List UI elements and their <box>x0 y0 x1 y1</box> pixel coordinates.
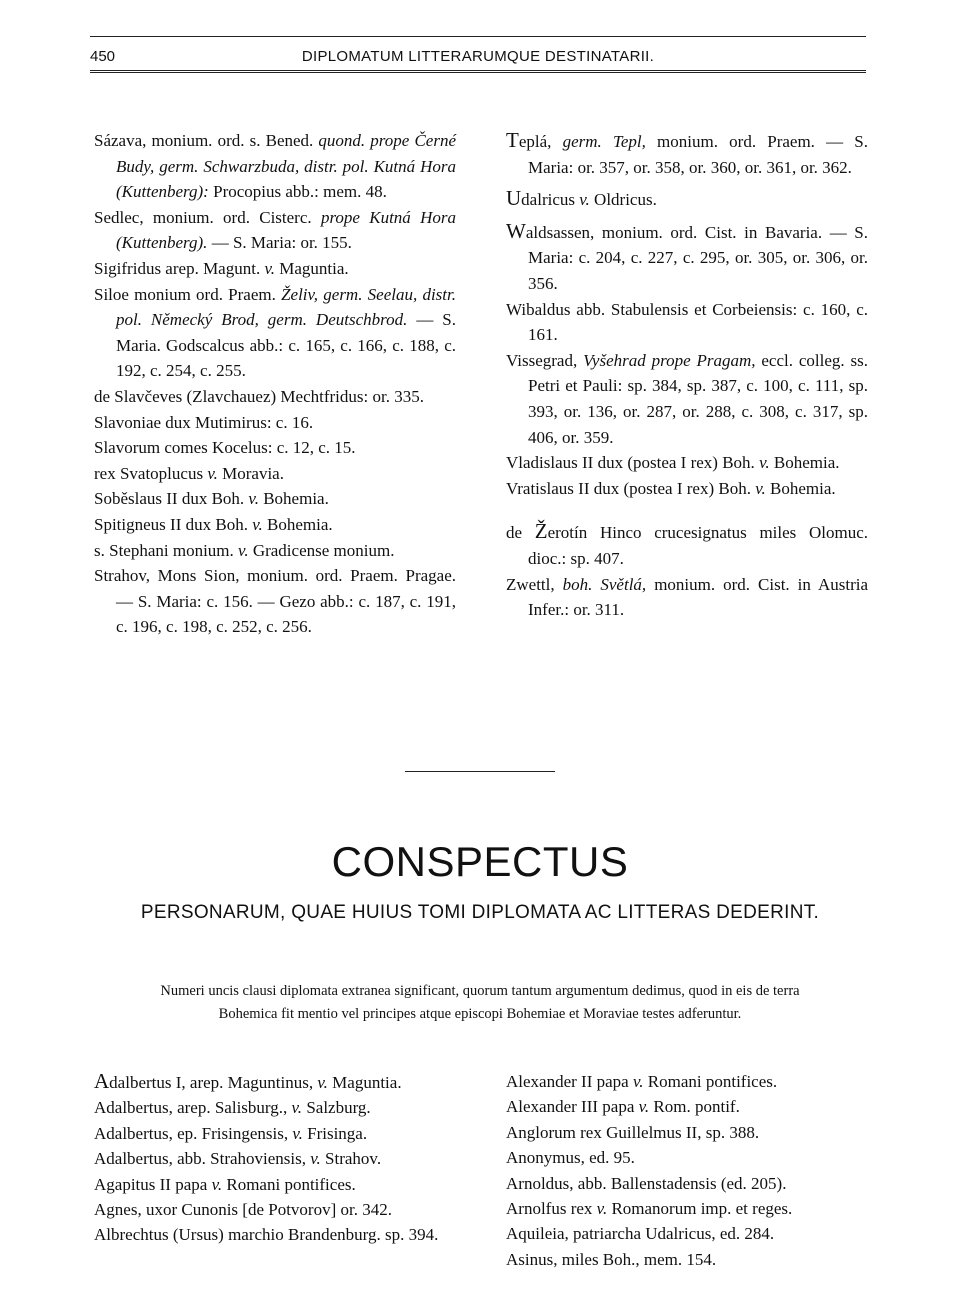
index-entry: Vladislaus II dux (postea I rex) Boh. v. Bohemia. <box>506 453 840 473</box>
person-entry: Agapitus II papa v. Romani pontifices. <box>94 1174 356 1194</box>
index-entry: s. Stephani monium. v. Gradicense monium. <box>94 540 395 560</box>
index-entry: Sázava, monium. ord. s. Bened. quond. prope Černé Budy, germ. Schwarzbuda, distr. pol. Kutná Hora (Kuttenberg): Procopius abb.: mem. 48. <box>94 131 457 202</box>
index-column-left <box>94 128 456 640</box>
index-entry: Siloe monium ord. Praem. Želiv, germ. Seelau, distr. pol. Německý Brod, germ. Deutschbrod. — S. Maria. Godscalcus abb.: c. 165, c. 166, c. 188, c. 192, c. 254, c. 255. <box>94 284 456 381</box>
index-entry: Spitigneus II dux Boh. v. Bohemia. <box>94 514 333 534</box>
person-entry: Arnoldus, abb. Ballenstadensis (ed. 205). <box>506 1173 787 1193</box>
person-entry: Anonymus, ed. 95. <box>506 1148 635 1168</box>
index-entry: Vratislaus II dux (postea I rex) Boh. v. Bohemia. <box>506 478 836 498</box>
person-entry: Alexander II papa v. Romani pontifices. <box>506 1072 778 1091</box>
index-entry: Sigifridus arep. Magunt. v. Maguntia. <box>94 258 349 278</box>
person-entry: Albrechtus (Ursus) marchio Brandenburg. sp. 394. <box>94 1225 439 1245</box>
index-entry: Wibaldus abb. Stabulensis et Corbeiensis: c. 160, c. 161. <box>506 299 868 345</box>
header-top-rule <box>90 36 866 37</box>
person-entry: Adalbertus, ep. Frisingensis, v. Frisinga. <box>94 1123 368 1143</box>
persons-column-right <box>506 1069 868 1272</box>
section-note: Numeri uncis clausi diplomata extranea significant, quorum tantum argumentum dedimus, quod in eis de terra Bohemica fit mentio vel principes atque episcopi Bohemiae et Moraviae testes adferuntur. <box>160 983 800 1022</box>
index-entry: Strahov, Mons Sion, monium. ord. Praem. Pragae. — S. Maria: c. 156. — Gezo abb.: c. 187, c. 191, c. 196, c. 198, c. 252, c. 256. <box>94 566 456 637</box>
index-entry: Teplá, germ. Tepl, monium. ord. Praem. — S. Maria: or. 357, or. 358, or. 360, or. 361, or. 362. <box>506 128 868 177</box>
index-entry: Soběslaus II dux Boh. v. Bohemia. <box>94 489 329 509</box>
person-entry: Adalbertus I, arep. Maguntinus, v. Maguntia. <box>94 1069 402 1093</box>
index-entry: Vissegrad, Vyšehrad prope Pragam, eccl. colleg. ss. Petri et Pauli: sp. 384, sp. 387, c. 100, c. 111, sp. 393, or. 136, or. 287, or. 288, c. 308, c. 317, sp. 406, or. 359. <box>506 350 868 447</box>
persons-column-left <box>94 1069 456 1248</box>
header-double-rule <box>90 70 866 76</box>
section-separator <box>405 771 555 772</box>
section-subtitle: PERSONARUM, QUAE HUIUS TOMI DIPLOMATA AC LITTERAS DEDERINT. <box>140 902 820 923</box>
person-entry: Agnes, uxor Cunonis [de Potvorov] or. 342. <box>94 1200 392 1220</box>
person-entry: Alexander III papa v. Rom. pontif. <box>506 1097 740 1117</box>
section-title: CONSPECTUS <box>331 838 629 885</box>
person-entry: Adalbertus, arep. Salisburg., v. Salzburg. <box>94 1098 371 1118</box>
person-entry: Adalbertus, abb. Strahoviensis, v. Strahov. <box>94 1149 382 1169</box>
person-entry: Asinus, miles Boh., mem. 154. <box>506 1249 717 1269</box>
page-number: 450 <box>90 48 116 65</box>
person-entry: Arnolfus rex v. Romanorum imp. et reges. <box>506 1199 793 1219</box>
index-entry: Waldsassen, monium. ord. Cist. in Bavaria. — S. Maria: c. 204, c. 227, c. 295, or. 305, or. 306, or. 356. <box>506 218 868 293</box>
index-entry: rex Svatoplucus v. Moravia. <box>94 463 284 483</box>
index-entry: de Žerotín Hinco crucesignatus miles Olomuc. dioc.: sp. 407. <box>506 519 868 568</box>
index-entry: Slavorum comes Kocelus: c. 12, c. 15. <box>94 438 356 458</box>
index-column-right <box>506 128 868 623</box>
index-entry: Sedlec, monium. ord. Cisterc. prope Kutná Hora (Kuttenberg). — S. Maria: or. 155. <box>94 207 456 253</box>
index-entry: Zwettl, boh. Světlá, monium. ord. Cist. in Austria Infer.: or. 311. <box>506 574 868 620</box>
person-entry: Anglorum rex Guillelmus II, sp. 388. <box>506 1122 760 1142</box>
index-entry: de Slavčeves (Zlavchauez) Mechtfridus: or. 335. <box>94 386 424 406</box>
index-entry: Udalricus v. Oldricus. <box>506 186 657 211</box>
running-title: DIPLOMATUM LITTERARUMQUE DESTINATARII. <box>301 48 655 65</box>
index-entry: Slavoniae dux Mutimirus: c. 16. <box>94 412 314 432</box>
person-entry: Aquileia, patriarcha Udalricus, ed. 284. <box>506 1224 775 1244</box>
running-header <box>90 42 866 66</box>
